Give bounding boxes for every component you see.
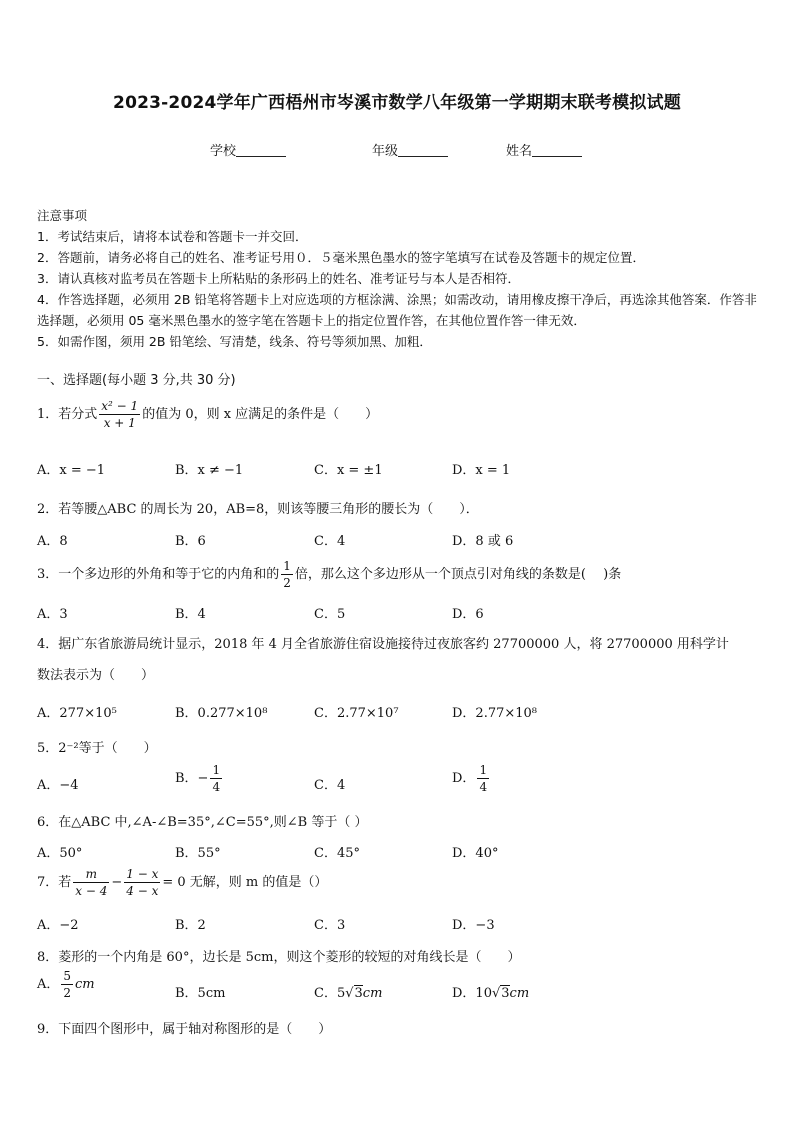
option-c[interactable]: C．3 [314, 918, 346, 933]
notes-item: 4．作答选择题，必须用 2B 铅笔将答题卡上对应选项的方框涂满、涂黑；如需改动，请用橡皮擦干净后，再选涂其他答案．作答非选择题，必须用 05 毫米黑色墨水的签字笔在答题卡上的指定位置作答，在其他位置作答一律无效． [37, 292, 757, 328]
option-c[interactable]: C．x = ±1 [314, 463, 383, 478]
option-a[interactable]: A．277×10⁵ [37, 706, 117, 721]
notes-item: 5．如需作图，须用 2B 铅笔绘、写清楚，线条、符号等须加黑、加粗． [37, 334, 432, 349]
student-info-line [0, 140, 794, 160]
question-4-line-2: 数法表示为（ ） [37, 668, 155, 683]
option-b[interactable]: B．0.277×10⁸ [175, 706, 268, 721]
option-c[interactable]: C．4 [314, 778, 346, 793]
option-d[interactable]: D．8 或 6 [452, 534, 514, 549]
question-8: 8．菱形的一个内角是 60°，边长是 5cm，则这个菱形的较短的对角线长是（ ） [37, 950, 521, 965]
grade-field[interactable]: 年级 [372, 140, 448, 159]
option-b[interactable]: B．− $\frac{1}{4}$ [175, 763, 221, 794]
name-field[interactable]: 姓名 [506, 140, 582, 159]
question-5-options [37, 762, 757, 804]
name-blank[interactable] [532, 143, 582, 157]
option-c[interactable]: C．4 [314, 534, 346, 549]
notes-item: 1．考试结束后，请将本试卷和答题卡一并交回． [37, 229, 308, 244]
option-a[interactable]: A．3 [37, 607, 68, 622]
page-title: 2023-2024学年广西梧州市岑溪市数学八年级第一学期期末联考模拟试题 [113, 93, 681, 113]
option-c[interactable]: C．5√3cm [314, 986, 383, 1001]
section-heading: 一、选择题(每小题 3 分,共 30 分) [37, 373, 236, 388]
option-b[interactable]: B．55° [175, 846, 221, 861]
option-d[interactable]: D．10√3cm [452, 986, 530, 1001]
notes-header: 注意事项 [37, 208, 88, 223]
fraction: $\frac{1}{4}$ [212, 763, 221, 794]
school-field[interactable]: 学校 [210, 140, 286, 159]
question-4-line-1: 4．据广东省旅游局统计显示，2018 年 4 月全省旅游住宿设施接待过夜旅客约 27700000 人，将 27700000 用科学计 [37, 637, 729, 652]
option-d[interactable]: D． $\frac{1}{4}$ [452, 763, 488, 794]
option-b[interactable]: B．6 [175, 534, 206, 549]
fraction: $\frac{1 - x}{4 - x}$ [126, 867, 159, 898]
fraction: $\frac{5}{2}$ [63, 969, 72, 1000]
option-c[interactable]: C．5 [314, 607, 346, 622]
question-2-options [37, 530, 757, 552]
question-3-options [37, 603, 757, 625]
sqrt-icon: √ [491, 986, 501, 1001]
school-blank[interactable] [236, 143, 286, 157]
option-d[interactable]: D．2.77×10⁸ [452, 706, 538, 721]
question-4-options [37, 702, 757, 724]
option-a[interactable]: A．−2 [37, 918, 79, 933]
question-3: 3．一个多边形的外角和等于它的内角和的 $\frac{1}{2}$ 倍，那么这个多边形从一个顶点引对角线的条数是( )条 [37, 559, 622, 590]
question-1: 1．若分式 $\frac{\text{x² − 1}}{x + 1}$ 的值为 0，则 x 应满足的条件是（ ） [37, 399, 379, 430]
sqrt-icon: √ [345, 986, 354, 1001]
notes-block [37, 205, 759, 352]
fraction: $\frac{1}{4}$ [479, 763, 488, 794]
option-b[interactable]: B．4 [175, 607, 206, 622]
option-a[interactable]: A．x = −1 [37, 463, 106, 478]
fraction: $\frac{m}{x - 4}$ [75, 867, 108, 898]
option-b[interactable]: B．5cm [175, 986, 226, 1001]
notes-item: 3．请认真核对监考员在答题卡上所粘贴的条形码上的姓名、准考证号与本人是否相符． [37, 271, 520, 286]
option-d[interactable]: D．40° [452, 846, 499, 861]
question-6: 6．在△ABC 中,∠A-∠B=35°,∠C=55°,则∠B 等于（ ） [37, 815, 368, 830]
fraction: $\frac{1}{2}$ [283, 559, 291, 590]
option-c[interactable]: C．45° [314, 846, 360, 861]
option-a[interactable]: A． $\frac{5}{2}$ cm [37, 969, 95, 1000]
option-d[interactable]: D．x = 1 [452, 463, 511, 478]
question-1-options [37, 459, 757, 481]
grade-blank[interactable] [398, 143, 448, 157]
question-9: 9．下面四个图形中，属于轴对称图形的是（ ） [37, 1022, 332, 1037]
question-2: 2．若等腰△ABC 的周长为 20，AB=8，则该等腰三角形的腰长为（ ）． [37, 502, 479, 517]
question-5: 5．2⁻²等于（ ） [37, 741, 157, 756]
fraction: $\frac{\text{x² − 1}}{x + 1}$ [101, 399, 139, 430]
question-7-options [37, 914, 757, 936]
option-b[interactable]: B．x ≠ −1 [175, 463, 244, 478]
option-b[interactable]: B．2 [175, 918, 206, 933]
option-a[interactable]: A．50° [37, 846, 83, 861]
option-a[interactable]: A．−4 [37, 778, 79, 793]
question-8-options [37, 968, 757, 1010]
notes-item: 2．答题前，请务必将自己的姓名、准考证号用０．５毫米黑色墨水的签字笔填写在试卷及答题卡的规定位置． [37, 250, 645, 265]
option-d[interactable]: D．6 [452, 607, 484, 622]
option-d[interactable]: D．−3 [452, 918, 495, 933]
question-7: 7．若 $\frac{m}{x - 4}$ − $\frac{1 - x}{4 - x}$ = 0 无解，则 m 的值是（） [37, 867, 328, 898]
option-a[interactable]: A．8 [37, 534, 68, 549]
question-6-options [37, 842, 757, 864]
option-c[interactable]: C．2.77×10⁷ [314, 706, 399, 721]
